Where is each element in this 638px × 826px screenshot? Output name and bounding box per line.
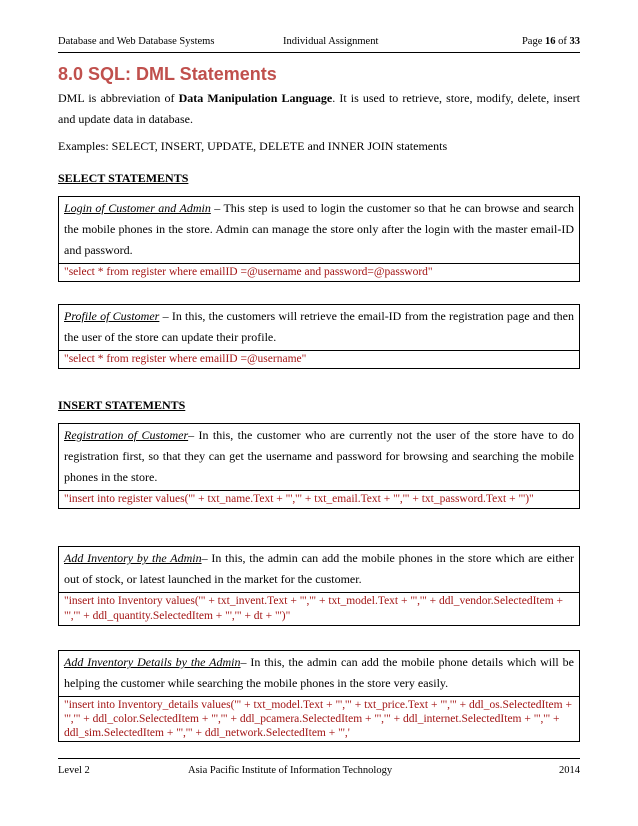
insert-registration-box (58, 423, 580, 509)
select-login-desc: Login of Customer and Admin – This step is used to login the customer so that he can browse and search the mobile phones in the store. Admin can manage the store only after the login with the master email-ID and password. (64, 201, 574, 257)
header-rule (58, 52, 580, 53)
footer-level: Level 2 (58, 765, 90, 776)
select-profile-code: "select * from register where emailID =@username" (59, 350, 579, 368)
intro-paragraph: DML is abbreviation of Data Manipulation Language. It is used to retrieve, store, modify, delete, insert and update data in database. (58, 91, 581, 126)
header-page-number: Page 16 of 33 (521, 36, 580, 47)
select-profile-desc: Profile of Customer – In this, the customers will retrieve the email-ID from the registration page and then the user of the store can update their profile. (64, 309, 574, 344)
insert-inventory-details-box (58, 650, 580, 742)
header-course: Database and Web Database Systems (58, 36, 215, 47)
insert-inventory-details-desc: Add Inventory Details by the Admin– In this, the admin can add the mobile phone details which will be helping the customer while searching the mobile phones in the store very easily. (64, 655, 574, 690)
footer-year: 2014 (559, 765, 580, 776)
insert-inventory-details-code: "insert into Inventory_details values('" + txt_model.Text + "','" + txt_price.Text + "','" + ddl_os.SelectedItem + "','" + ddl_color.SelectedItem + "','" + ddl_pcamera.SelectedItem + "','" + ddl_internet.SelectedItem + "','" + ddl_sim.SelectedItem + "','" + ddl_network.SelectedItem + "',' (59, 696, 579, 741)
section-title: 8.0 SQL: DML Statements (58, 64, 277, 84)
select-profile-box (58, 304, 580, 369)
insert-inventory-box (58, 546, 580, 626)
select-login-box (58, 196, 580, 282)
insert-registration-code: "insert into register values('" + txt_name.Text + "','" + txt_email.Text + "','" + txt_password.Text + "')" (59, 490, 579, 508)
page-header (58, 36, 580, 50)
insert-heading: INSERT STATEMENTS (58, 398, 186, 412)
insert-registration-desc: Registration of Customer– In this, the customer who are currently not the user of the store have to do registration first, so that they can get the username and password for browsing and searching the mobile phones in the store. (64, 428, 574, 484)
footer-rule (58, 758, 580, 759)
insert-inventory-code: "insert into Inventory values('" + txt_invent.Text + "','" + txt_model.Text + "','" + ddl_vendor.SelectedItem + "','" + ddl_quantity.SelectedItem + "','" + dt + "')" (59, 592, 579, 625)
footer-institute: Asia Pacific Institute of Information Technology (188, 765, 393, 776)
examples-paragraph: Examples: SELECT, INSERT, UPDATE, DELETE and INNER JOIN statements (58, 139, 448, 153)
insert-inventory-desc: Add Inventory by the Admin– In this, the admin can add the mobile phones in the store which are either out of stock, or latest launched in the market for the customer. (64, 551, 574, 586)
select-heading: SELECT STATEMENTS (58, 171, 189, 185)
select-login-code: "select * from register where emailID =@username and password=@password" (59, 263, 579, 281)
header-assignment: Individual Assignment (283, 36, 379, 47)
